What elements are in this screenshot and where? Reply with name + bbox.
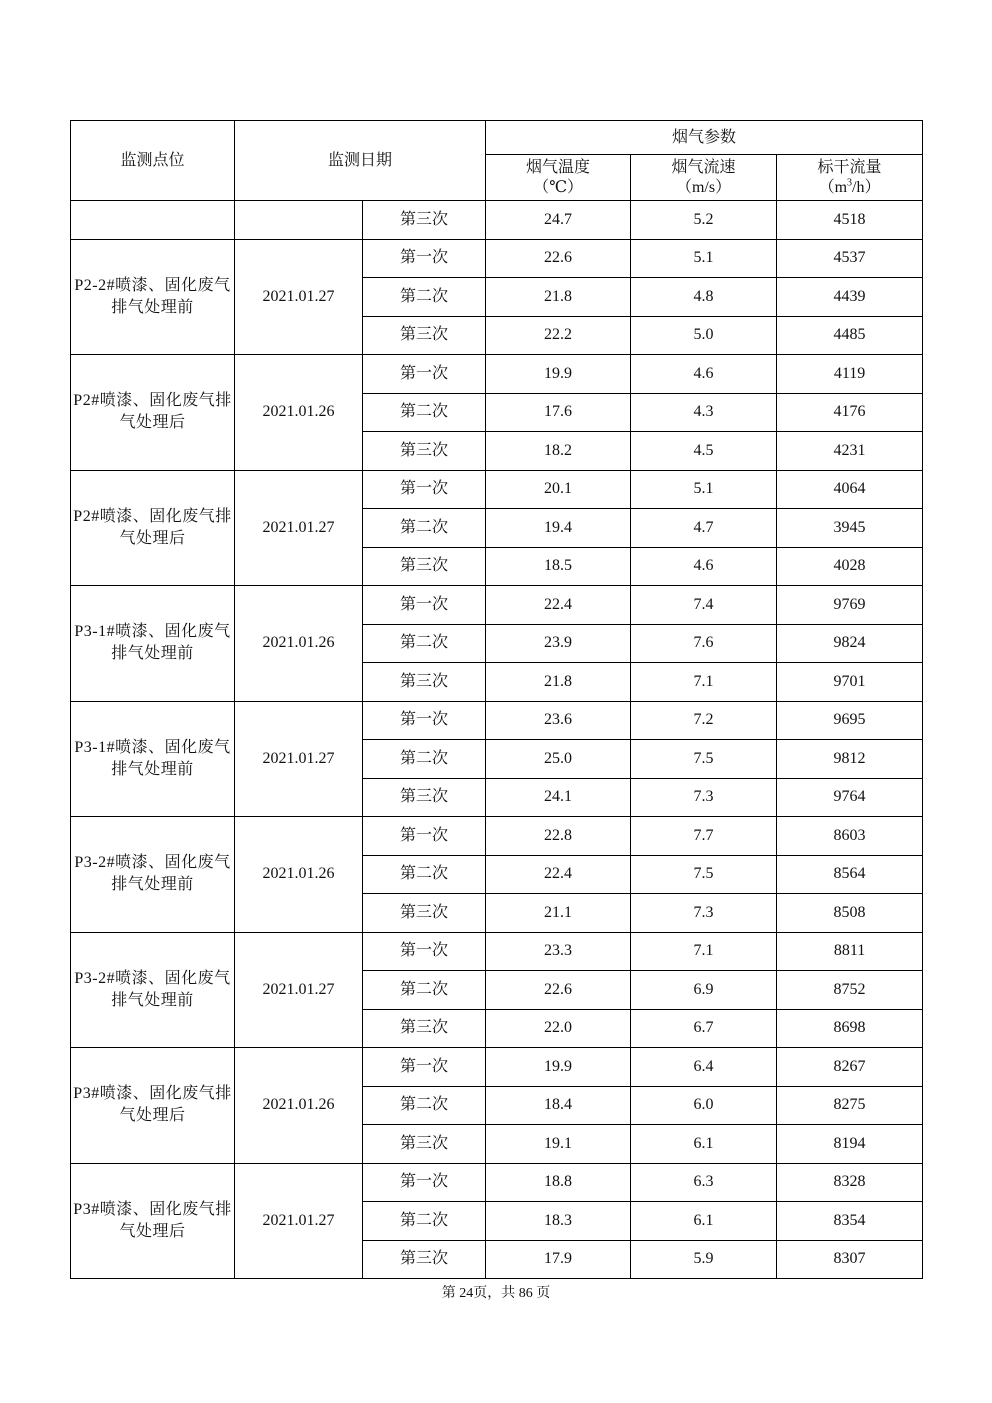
flow-cell: 8194 [777,1125,923,1164]
velocity-cell: 7.2 [631,701,777,740]
sample-round-cell: 第三次 [363,547,486,586]
flow-cell: 4439 [777,278,923,317]
flow-cell: 9812 [777,740,923,779]
sample-round-cell: 第二次 [363,278,486,317]
page-footer: 第 24页，共 86 页 [441,1286,551,1301]
location-cell: P3-2#喷漆、固化废气排气处理前 [71,932,235,1048]
flow-cell: 9769 [777,586,923,625]
flow-cell: 4064 [777,470,923,509]
flue-gas-parameters-table [70,120,923,1279]
temperature-cell: 22.4 [486,855,631,894]
velocity-cell: 4.7 [631,509,777,548]
velocity-cell: 5.9 [631,1240,777,1279]
temperature-cell: 22.0 [486,1009,631,1048]
temperature-cell: 23.6 [486,701,631,740]
temperature-cell: 22.4 [486,586,631,625]
sample-round-cell: 第二次 [363,393,486,432]
sample-round-cell: 第三次 [363,1009,486,1048]
sample-round-cell: 第二次 [363,1086,486,1125]
location-cell: P3-1#喷漆、固化废气排气处理前 [71,701,235,817]
flow-cell: 8328 [777,1163,923,1202]
sample-round-cell: 第三次 [363,1240,486,1279]
flow-cell: 8603 [777,817,923,856]
table-row [71,701,923,740]
header-standard-dry-flow [777,155,923,201]
location-cell [71,201,235,240]
table-row [71,1048,923,1087]
velocity-cell: 5.1 [631,239,777,278]
date-cell: 2021.01.27 [235,239,363,355]
velocity-cell: 4.6 [631,355,777,394]
temperature-cell: 18.3 [486,1202,631,1241]
flow-cell: 4518 [777,201,923,240]
temperature-cell: 20.1 [486,470,631,509]
sample-round-cell: 第三次 [363,894,486,933]
location-cell: P3-2#喷漆、固化废气排气处理前 [71,817,235,933]
velocity-cell: 5.0 [631,316,777,355]
sample-round-cell: 第一次 [363,1163,486,1202]
velocity-cell: 7.5 [631,740,777,779]
velocity-cell: 6.1 [631,1125,777,1164]
sample-round-cell: 第三次 [363,316,486,355]
sample-round-cell: 第三次 [363,1125,486,1164]
location-cell: P2#喷漆、固化废气排气处理后 [71,470,235,586]
sample-round-cell: 第一次 [363,1048,486,1087]
table-row [71,586,923,625]
temperature-cell: 21.1 [486,894,631,933]
temperature-cell: 19.4 [486,509,631,548]
header-date: 监测日期 [235,121,486,201]
temperature-cell: 22.8 [486,817,631,856]
sample-round-cell: 第二次 [363,509,486,548]
flow-cell: 9695 [777,701,923,740]
temperature-cell: 23.9 [486,624,631,663]
date-cell: 2021.01.26 [235,1048,363,1164]
temperature-cell: 22.2 [486,316,631,355]
temperature-cell: 24.7 [486,201,631,240]
header-flow-label: 标干流量 [817,158,882,176]
header-location: 监测点位 [71,121,235,201]
flow-cell: 4176 [777,393,923,432]
flow-cell: 8564 [777,855,923,894]
table-row [71,239,923,278]
sample-round-cell: 第三次 [363,778,486,817]
sample-round-cell: 第三次 [363,663,486,702]
sample-round-cell: 第一次 [363,239,486,278]
temperature-cell: 18.4 [486,1086,631,1125]
date-cell: 2021.01.27 [235,701,363,817]
date-cell: 2021.01.27 [235,932,363,1048]
velocity-cell: 4.6 [631,547,777,586]
temperature-cell: 19.9 [486,355,631,394]
flow-cell: 4119 [777,355,923,394]
temperature-cell: 23.3 [486,932,631,971]
sample-round-cell: 第三次 [363,201,486,240]
temperature-cell: 18.5 [486,547,631,586]
flow-cell: 8267 [777,1048,923,1087]
location-cell: P2#喷漆、固化废气排气处理后 [71,355,235,471]
velocity-cell: 6.3 [631,1163,777,1202]
table-row [71,470,923,509]
sample-round-cell: 第一次 [363,932,486,971]
temperature-cell: 21.8 [486,663,631,702]
table-row [71,201,923,240]
velocity-cell: 7.5 [631,855,777,894]
flow-cell: 9824 [777,624,923,663]
velocity-cell: 7.1 [631,663,777,702]
velocity-cell: 7.6 [631,624,777,663]
flow-cell: 8811 [777,932,923,971]
sample-round-cell: 第一次 [363,817,486,856]
velocity-cell: 6.0 [631,1086,777,1125]
temperature-cell: 21.8 [486,278,631,317]
sample-round-cell: 第一次 [363,355,486,394]
flow-cell: 4231 [777,432,923,471]
flow-cell: 9701 [777,663,923,702]
location-cell: P2-2#喷漆、固化废气排气处理前 [71,239,235,355]
sample-round-cell: 第二次 [363,1202,486,1241]
velocity-cell: 5.1 [631,470,777,509]
table-row [71,1163,923,1202]
sample-round-cell: 第二次 [363,740,486,779]
velocity-cell: 5.2 [631,201,777,240]
sample-round-cell: 第一次 [363,701,486,740]
velocity-cell: 7.3 [631,778,777,817]
location-cell: P3#喷漆、固化废气排气处理后 [71,1163,235,1279]
sample-round-cell: 第二次 [363,855,486,894]
velocity-cell: 7.4 [631,586,777,625]
header-velocity-unit: （m/s） [675,178,732,196]
temperature-cell: 24.1 [486,778,631,817]
velocity-cell: 7.7 [631,817,777,856]
header-flow-unit: $(m^3/h)$ [818,177,881,196]
sample-round-cell: 第二次 [363,624,486,663]
velocity-cell: 6.9 [631,971,777,1010]
flow-cell: 8508 [777,894,923,933]
flow-cell: 8275 [777,1086,923,1125]
header-flue-gas-params: 烟气参数 [486,121,923,155]
sample-round-cell: 第一次 [363,470,486,509]
location-cell: P3#喷漆、固化废气排气处理后 [71,1048,235,1164]
location-cell: P3-1#喷漆、固化废气排气处理前 [71,586,235,702]
flow-cell: 9764 [777,778,923,817]
table-row [71,355,923,394]
velocity-cell: 4.8 [631,278,777,317]
flow-cell: 8354 [777,1202,923,1241]
date-cell [235,201,363,240]
sample-round-cell: 第二次 [363,971,486,1010]
velocity-cell: 4.5 [631,432,777,471]
date-cell: 2021.01.26 [235,817,363,933]
header-temperature [486,155,631,201]
date-cell: 2021.01.27 [235,470,363,586]
sample-round-cell: 第一次 [363,586,486,625]
table-row [71,932,923,971]
table-row [71,817,923,856]
velocity-cell: 7.3 [631,894,777,933]
temperature-cell: 22.6 [486,239,631,278]
velocity-cell: 7.1 [631,932,777,971]
temperature-cell: 17.6 [486,393,631,432]
temperature-cell: 17.9 [486,1240,631,1279]
sample-round-cell: 第三次 [363,432,486,471]
header-velocity-label: 烟气流速 [671,158,736,176]
flow-cell: 8307 [777,1240,923,1279]
header-velocity [631,155,777,201]
date-cell: 2021.01.26 [235,355,363,471]
temperature-cell: 25.0 [486,740,631,779]
flow-cell: 4537 [777,239,923,278]
temperature-cell: 18.8 [486,1163,631,1202]
flow-cell: 4485 [777,316,923,355]
temperature-cell: 19.9 [486,1048,631,1087]
temperature-cell: 22.6 [486,971,631,1010]
velocity-cell: 6.7 [631,1009,777,1048]
temperature-cell: 18.2 [486,432,631,471]
velocity-cell: 4.3 [631,393,777,432]
flow-cell: 3945 [777,509,923,548]
velocity-cell: 6.4 [631,1048,777,1087]
flow-cell: 8698 [777,1009,923,1048]
flow-cell: 4028 [777,547,923,586]
header-temperature-label: 烟气温度 [526,158,591,176]
date-cell: 2021.01.26 [235,586,363,702]
velocity-cell: 6.1 [631,1202,777,1241]
table-body [71,201,923,1279]
temperature-cell: 19.1 [486,1125,631,1164]
date-cell: 2021.01.27 [235,1163,363,1279]
flow-cell: 8752 [777,971,923,1010]
header-temperature-unit: （℃） [533,178,583,196]
